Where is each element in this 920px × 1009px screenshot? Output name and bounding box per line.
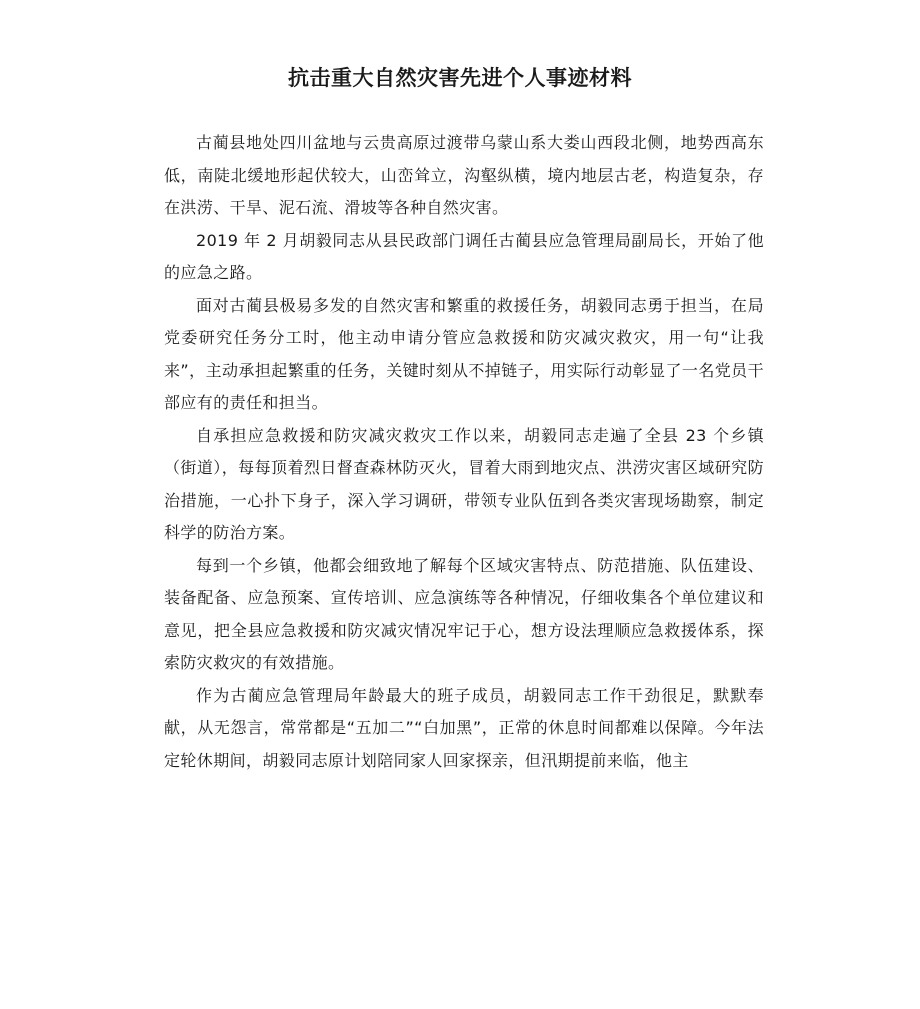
paragraph-dedication: 作为古蔺应急管理局年龄最大的班子成员，胡毅同志工作干劲很足，默默奉献，从无怨言，常常都是“五加二”“白加黑”，正常的休息时间都难以保障。今年法定轮休期间，胡毅同志原计划陪同家人回家探亲，但汛期提前来临，他主 [164, 685, 764, 770]
paragraph-field-work: 自承担应急救援和防灾减灾救灾工作以来，胡毅同志走遍了全县 23 个乡镇（街道），每每顶着烈日督查森林防灭火，冒着大雨到地灾点、洪涝灾害区域研究防治措施，一心扑下身子，深入学习调研，带领专业队伍到各类灾害现场勘察，制定科学的防治方案。 [164, 425, 764, 542]
paragraph-geography: 古蔺县地处四川盆地与云贵高原过渡带乌蒙山系大娄山西段北侧，地势西高东低，南陡北缓地形起伏较大，山峦耸立，沟壑纵横，境内地层古老，构造复杂，存在洪涝、干旱、泥石流、滑坡等各种自然灾害。 [164, 133, 764, 217]
paragraph-responsibility: 面对古蔺县极易多发的自然灾害和繁重的救援任务，胡毅同志勇于担当，在局党委研究任务分工时，他主动申请分管应急救援和防灾减灾救灾，用一句“让我来”，主动承担起繁重的任务，关键时刻从不掉链子，用实际行动彰显了一名党员干部应有的责任和担当。 [164, 295, 764, 412]
paragraph-township-survey: 每到一个乡镇，他都会细致地了解每个区域灾害特点、防范措施、队伍建设、装备配备、应急预案、宣传培训、应急演练等各种情况，仔细收集各个单位建议和意见，把全县应急救援和防灾减灾情况牢记于心，想方设法理顺应急救援体系，探索防灾救灾的有效措施。 [164, 555, 764, 672]
paragraph-appointment: 2019 年 2 月胡毅同志从县民政部门调任古蔺县应急管理局副局长，开始了他的应急之路。 [164, 230, 764, 282]
document-body [164, 127, 764, 777]
document-title: 抗击重大自然灾害先进个人事迹材料 [288, 66, 632, 90]
